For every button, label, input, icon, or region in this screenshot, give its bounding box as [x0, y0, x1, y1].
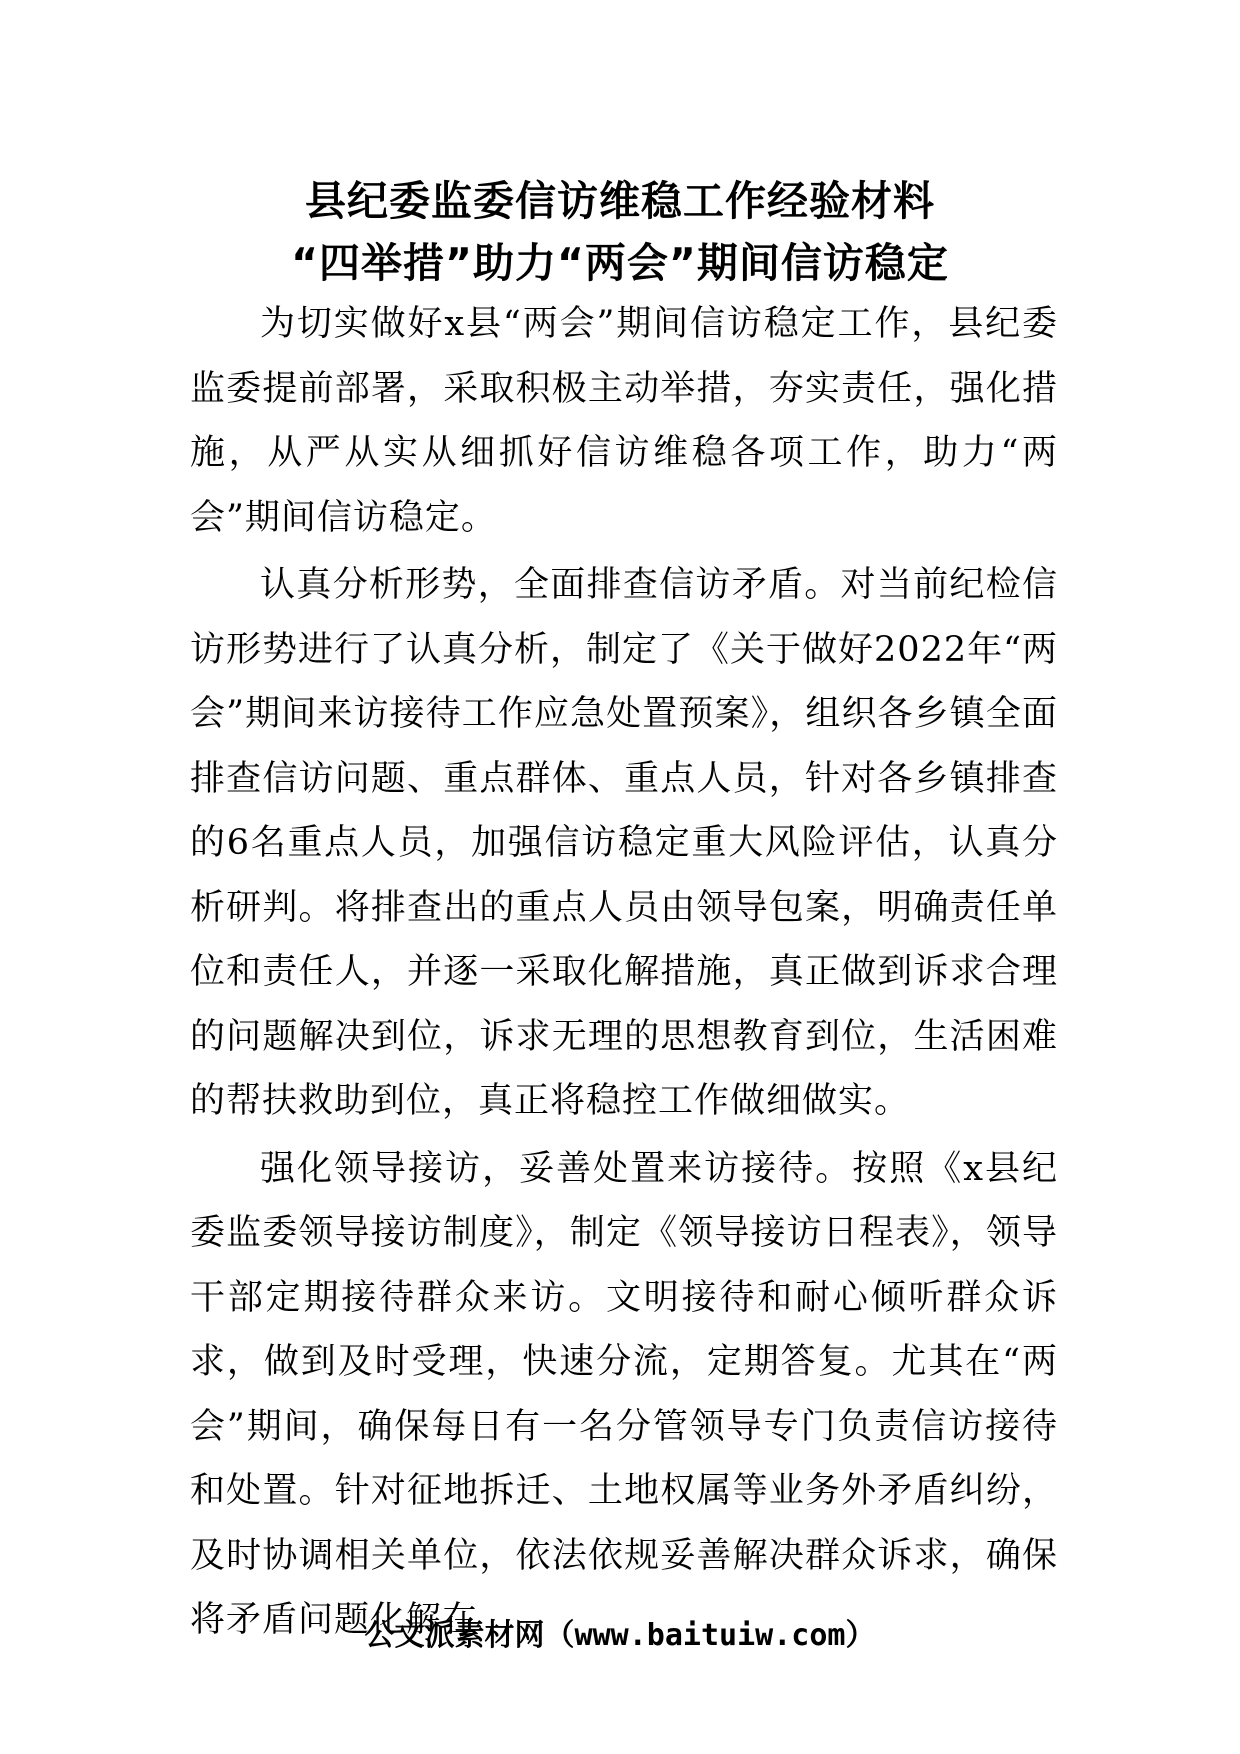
paragraph-intro: 为切实做好x县“两会”期间信访稳定工作，县纪委监委提前部署，采取积极主动举措，夯实责任，强化措施，从严从实从细抓好信访维稳各项工作，助力“两会”期间信访稳定。: [190, 304, 1058, 538]
paragraph-reception: 强化领导接访，妥善处置来访接待。按照《x县纪委监委领导接访制度》，制定《领导接访日程表》，领导干部定期接待群众来访。文明接待和耐心倾听群众诉求，做到及时受理，快速分流，定期答复。尤其在“两会”期间，确保每日有一名分管领导专门负责信访接待和处置。针对征地拆迁、土地权属等业务外矛盾纠纷，及时协调相关单位，依法依规妥善解决群众诉求，确保将矛盾问题化解在: [190, 1148, 1058, 1640]
document-title: 县纪委监委信访维稳工作经验材料: [305, 177, 935, 225]
title-block: [190, 170, 1050, 294]
paragraph-analysis: 认真分析形势，全面排查信访矛盾。对当前纪检信访形势进行了认真分析，制定了《关于做好2022年“两会”期间来访接待工作应急处置预案》，组织各乡镇全面排查信访问题、重点群体、重点人员，针对各乡镇排查的6名重点人员，加强信访稳定重大风险评估，认真分析研判。将排查出的重点人员由领导包案，明确责任单位和责任人，并逐一采取化解措施，真正做到诉求合理的问题解决到位，诉求无理的思想教育到位，生活困难的帮扶救助到位，真正将稳控工作做细做实。: [190, 565, 1058, 1121]
document-body: [190, 292, 1058, 1656]
document-subtitle: “四举措”助力“两会”期间信访稳定: [291, 239, 949, 287]
footer-watermark: 公文派素材网（www.baituiw.com）: [364, 1618, 876, 1653]
